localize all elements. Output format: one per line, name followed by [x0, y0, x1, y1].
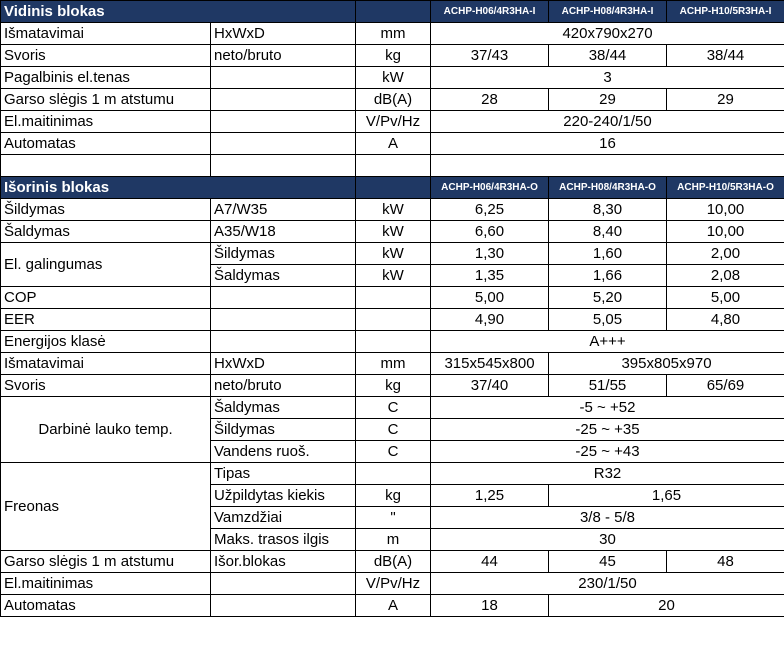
row-value: R32 [431, 463, 784, 485]
row-label: Automatas [1, 595, 211, 617]
row-label: COP [1, 287, 211, 309]
indoor-model-1: ACHP-H06/4R3HA-I [431, 1, 549, 23]
row-label: Šildymas [1, 199, 211, 221]
row-value: 37/40 [431, 375, 549, 397]
outdoor-weight-row [1, 375, 784, 397]
row-unit [356, 463, 431, 485]
row-value: -25 ~ +43 [431, 441, 784, 463]
row-value: -5 ~ +52 [431, 397, 784, 419]
row-value: 2,00 [667, 243, 784, 265]
row-label: Šaldymas [1, 221, 211, 243]
row-unit: " [356, 507, 431, 529]
outdoor-header-unit [356, 177, 431, 199]
spacer-row [1, 155, 784, 177]
row-value: A+++ [431, 331, 784, 353]
outdoor-header-row [1, 177, 784, 199]
row-value: 8,40 [549, 221, 667, 243]
row-param: A35/W18 [211, 221, 356, 243]
row-label: Automatas [1, 133, 211, 155]
row-unit: dB(A) [356, 89, 431, 111]
row-value: 29 [549, 89, 667, 111]
row-value: 5,00 [667, 287, 784, 309]
indoor-noise-row [1, 89, 784, 111]
indoor-header-row [1, 1, 784, 23]
row-value: 5,20 [549, 287, 667, 309]
row-value: 395x805x970 [549, 353, 784, 375]
row-unit: A [356, 595, 431, 617]
row-label: El.maitinimas [1, 573, 211, 595]
outdoor-op-temp-row-1 [1, 397, 784, 419]
outdoor-model-2: ACHP-H08/4R3HA-O [549, 177, 667, 199]
row-unit: kg [356, 485, 431, 507]
row-value: 5,00 [431, 287, 549, 309]
row-value: 4,90 [431, 309, 549, 331]
row-unit [356, 309, 431, 331]
row-value: 45 [549, 551, 667, 573]
indoor-model-2: ACHP-H08/4R3HA-I [549, 1, 667, 23]
row-value: 38/44 [549, 45, 667, 67]
row-value: -25 ~ +35 [431, 419, 784, 441]
row-unit: C [356, 419, 431, 441]
row-value: 1,60 [549, 243, 667, 265]
row-param [211, 67, 356, 89]
row-label: Išmatavimai [1, 353, 211, 375]
row-param [211, 309, 356, 331]
row-unit: kW [356, 265, 431, 287]
row-param [211, 287, 356, 309]
outdoor-heating-row [1, 199, 784, 221]
row-param: Vamzdžiai [211, 507, 356, 529]
row-unit: V/Pv/Hz [356, 573, 431, 595]
row-value: 1,66 [549, 265, 667, 287]
row-param [211, 111, 356, 133]
row-label: Svoris [1, 45, 211, 67]
row-value: 230/1/50 [431, 573, 784, 595]
row-unit: kW [356, 67, 431, 89]
indoor-dimensions-row [1, 23, 784, 45]
outdoor-model-3: ACHP-H10/5R3HA-O [667, 177, 784, 199]
indoor-weight-row [1, 45, 784, 67]
outdoor-title: Išorinis blokas [1, 177, 356, 199]
indoor-title: Vidinis blokas [1, 1, 356, 23]
row-label: Svoris [1, 375, 211, 397]
row-label: Pagalbinis el.tenas [1, 67, 211, 89]
row-unit: kW [356, 199, 431, 221]
row-unit: m [356, 529, 431, 551]
row-value: 220-240/1/50 [431, 111, 784, 133]
indoor-breaker-row [1, 133, 784, 155]
indoor-model-3: ACHP-H10/5R3HA-I [667, 1, 784, 23]
row-label: EER [1, 309, 211, 331]
row-unit: A [356, 133, 431, 155]
outdoor-eer-row [1, 309, 784, 331]
row-param: Šildymas [211, 243, 356, 265]
row-param: HxWxD [211, 23, 356, 45]
row-value: 8,30 [549, 199, 667, 221]
row-value: 18 [431, 595, 549, 617]
row-unit: mm [356, 23, 431, 45]
row-unit [356, 287, 431, 309]
row-value: 30 [431, 529, 784, 551]
row-value: 65/69 [667, 375, 784, 397]
row-value: 28 [431, 89, 549, 111]
row-value: 6,25 [431, 199, 549, 221]
outdoor-cooling-row [1, 221, 784, 243]
row-param: HxWxD [211, 353, 356, 375]
row-param: Šaldymas [211, 397, 356, 419]
row-param: Maks. trasos ilgis [211, 529, 356, 551]
row-param [211, 331, 356, 353]
row-value: 1,25 [431, 485, 549, 507]
row-label: El. galingumas [1, 243, 211, 287]
row-param: Užpildytas kiekis [211, 485, 356, 507]
row-unit: C [356, 397, 431, 419]
row-unit: C [356, 441, 431, 463]
outdoor-model-1: ACHP-H06/4R3HA-O [431, 177, 549, 199]
row-value: 1,35 [431, 265, 549, 287]
row-param [211, 89, 356, 111]
row-value: 420x790x270 [431, 23, 784, 45]
outdoor-energy-class-row [1, 331, 784, 353]
row-unit: kg [356, 45, 431, 67]
row-param: neto/bruto [211, 45, 356, 67]
row-value: 37/43 [431, 45, 549, 67]
row-label: Darbinė lauko temp. [1, 397, 211, 463]
indoor-heater-row [1, 67, 784, 89]
outdoor-freon-row-1 [1, 463, 784, 485]
row-label: Garso slėgis 1 m atstumu [1, 89, 211, 111]
row-unit: V/Pv/Hz [356, 111, 431, 133]
row-param [211, 595, 356, 617]
row-value: 6,60 [431, 221, 549, 243]
row-param: Tipas [211, 463, 356, 485]
row-value: 10,00 [667, 221, 784, 243]
row-value: 16 [431, 133, 784, 155]
row-value: 38/44 [667, 45, 784, 67]
row-value: 51/55 [549, 375, 667, 397]
row-param [211, 573, 356, 595]
row-unit: dB(A) [356, 551, 431, 573]
row-param: neto/bruto [211, 375, 356, 397]
row-value: 3/8 - 5/8 [431, 507, 784, 529]
row-param: A7/W35 [211, 199, 356, 221]
row-param: Šaldymas [211, 265, 356, 287]
indoor-power-row [1, 111, 784, 133]
row-value: 1,65 [549, 485, 784, 507]
row-param [211, 133, 356, 155]
indoor-header-unit [356, 1, 431, 23]
row-param: Išor.blokas [211, 551, 356, 573]
row-param: Vandens ruoš. [211, 441, 356, 463]
row-value: 1,30 [431, 243, 549, 265]
outdoor-cop-row [1, 287, 784, 309]
outdoor-power-row [1, 573, 784, 595]
row-unit [356, 331, 431, 353]
row-label: Energijos klasė [1, 331, 211, 353]
row-label: Išmatavimai [1, 23, 211, 45]
row-label: El.maitinimas [1, 111, 211, 133]
outdoor-breaker-row [1, 595, 784, 617]
row-value: 5,05 [549, 309, 667, 331]
outdoor-el-power-row-1 [1, 243, 784, 265]
row-value: 2,08 [667, 265, 784, 287]
row-unit: kg [356, 375, 431, 397]
outdoor-dimensions-row [1, 353, 784, 375]
row-value: 48 [667, 551, 784, 573]
row-label: Freonas [1, 463, 211, 551]
row-value: 20 [549, 595, 784, 617]
row-value: 4,80 [667, 309, 784, 331]
row-param: Šildymas [211, 419, 356, 441]
row-value: 315x545x800 [431, 353, 549, 375]
outdoor-noise-row [1, 551, 784, 573]
row-label: Garso slėgis 1 m atstumu [1, 551, 211, 573]
row-unit: kW [356, 221, 431, 243]
row-value: 10,00 [667, 199, 784, 221]
row-value: 3 [431, 67, 784, 89]
row-unit: mm [356, 353, 431, 375]
row-value: 29 [667, 89, 784, 111]
row-unit: kW [356, 243, 431, 265]
row-value: 44 [431, 551, 549, 573]
